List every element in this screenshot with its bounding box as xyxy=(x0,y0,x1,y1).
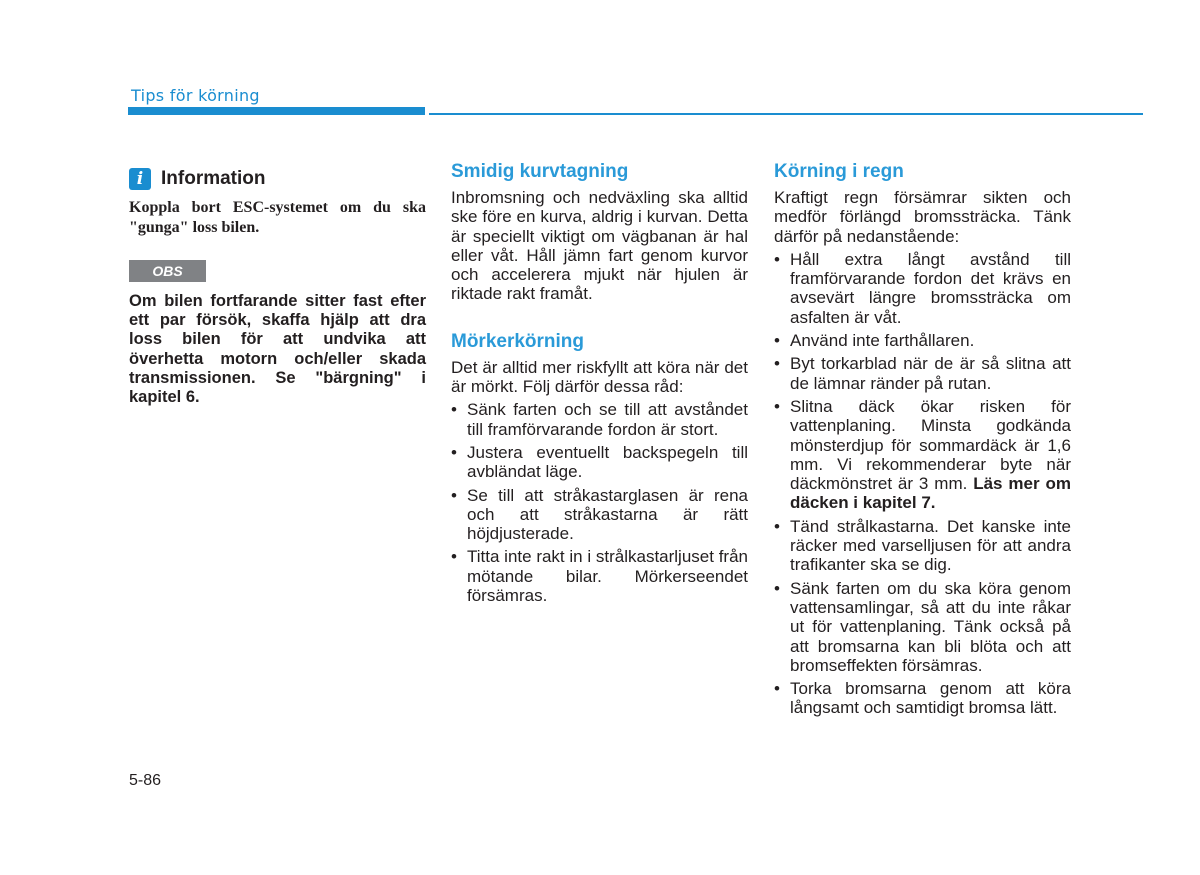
column-right xyxy=(774,160,1071,718)
bullet-icon: • xyxy=(774,679,780,699)
bullet-icon: • xyxy=(451,400,457,420)
rain-intro: Kraftigt regn försämrar sikten och medför förlängd bromssträcka. Tänk därför på nedanstående: xyxy=(774,188,1071,246)
list-item: • Använd inte farthållaren. xyxy=(774,331,975,351)
header-rule-thick xyxy=(128,107,425,115)
dark-heading: Mörkerkörning xyxy=(451,330,585,352)
curve-heading: Smidig kurvtagning xyxy=(451,161,629,182)
bullet-icon: • xyxy=(774,354,780,374)
bullet-icon: • xyxy=(451,547,457,567)
dark-list xyxy=(451,400,748,605)
list-item: • Slitna däck ökar risken för vattenplaning. Minsta godkända mönsterdjup för sommardäck är 1,6 mm. Vi rekommenderar byte när däckmönstret är 3 mm. Läs mer om däcken i kapitel 7. xyxy=(774,396,1071,513)
rain-heading: Körning i regn xyxy=(774,161,904,182)
list-item: • Sänk farten om du ska köra genom vattensamlingar, så att du inte råkar ut för vattenplaning. Tänk också på att bromsarna kan bli blöta och att bromseffekten försämras. xyxy=(774,578,1071,675)
obs-badge: OBS xyxy=(129,260,206,282)
bullet-icon: • xyxy=(774,516,780,536)
info-heading xyxy=(129,168,426,190)
list-item: • Sänk farten och se till att avståndet till framförvarande fordon är stort. xyxy=(451,400,748,439)
dark-intro: Det är alltid mer riskfyllt att köra när det är mörkt. Följ därför dessa råd: xyxy=(451,357,748,397)
column-middle xyxy=(451,160,748,605)
obs-text: Om bilen fortfarande sitter fast efter ett par försök, skaffa hjälp att dra loss bilen för att undvika att överhetta motorn och/eller skada transmissionen. Se "bärgning" i kapitel 6. xyxy=(129,292,426,407)
list-item: • Byt torkarblad när de är så slitna att de lämnar ränder på rutan. xyxy=(774,354,1071,393)
bullet-icon: • xyxy=(774,578,780,598)
list-item: • Titta inte rakt in i strålkastarljuset från mötande bilar. Mörkerseendet försämras. xyxy=(451,547,748,606)
list-item: • Tänd strålkastarna. Det kanske inte räcker med varselljusen för att andra trafikanter ska se dig. xyxy=(774,516,1071,575)
curve-text: Inbromsning och nedväxling ska alltid ske före en kurva, aldrig i kurvan. Detta är speciellt viktigt om vägbanan är hal eller våt. Håll jämn fart genom kurvor och accelerera mjukt när hjulen är riktade rakt framåt. xyxy=(451,188,748,304)
bullet-icon: • xyxy=(774,249,780,269)
column-left xyxy=(129,160,426,407)
list-item: • Torka bromsarna genom att köra långsamt och samtidigt bromsa lätt. xyxy=(774,679,1071,718)
section-title: Tips för körning xyxy=(131,86,260,105)
bullet-icon: • xyxy=(774,396,780,416)
bullet-icon: • xyxy=(451,485,457,505)
page-number: 5-86 xyxy=(129,772,162,789)
info-title: Information xyxy=(161,168,266,189)
list-item: • Justera eventuellt backspegeln till avbländat läge. xyxy=(451,442,748,482)
tire-reference: Läs mer om däcken i kapitel 7. xyxy=(790,474,1071,513)
list-item: • Håll extra långt avstånd till framförvarande fordon det krävs en avsevärt längre bromssträcka om asfalten är våt. xyxy=(774,249,1071,327)
bullet-icon: • xyxy=(774,331,780,351)
rain-list xyxy=(774,250,1071,718)
bullet-icon: • xyxy=(451,442,457,462)
header-rule-thin xyxy=(429,113,1143,115)
info-text: Koppla bort ESC-systemet om du ska "gunga" loss bilen. xyxy=(129,199,426,236)
list-item: • Se till att stråkastarglasen är rena och att stråkastarna är rätt höjdjusterade. xyxy=(451,485,748,544)
info-icon: i xyxy=(129,168,151,190)
